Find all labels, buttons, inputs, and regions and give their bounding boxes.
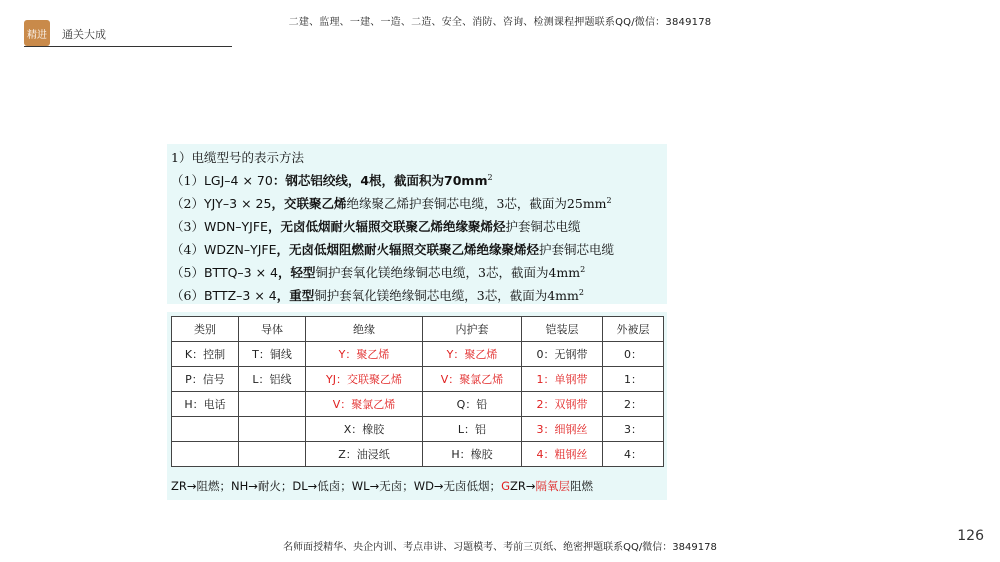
- superscript: 2: [487, 172, 493, 182]
- table-cell: 3：: [603, 417, 664, 442]
- model-code: LGJ–4 × 70: [203, 173, 273, 188]
- model-line-3: [171, 217, 580, 235]
- table-cell: V：聚氯乙烯: [423, 367, 522, 392]
- model-desc: 护套铜芯电缆: [505, 219, 581, 234]
- model-line-4: [171, 240, 614, 258]
- table-cell: K：控制: [172, 342, 239, 367]
- table-cell: Y：聚乙烯: [306, 342, 423, 367]
- model-desc: 绝缘聚乙烯护套铜芯电缆，3芯，截面为25mm: [346, 196, 607, 211]
- model-desc: 铜护套氧化镁绝缘铜芯电缆，3芯，截面为4mm: [315, 265, 581, 280]
- cable-model-panel: [167, 144, 667, 304]
- table-cell: 1：: [603, 367, 664, 392]
- model-line-5: [171, 263, 585, 281]
- table-row: [172, 417, 664, 442]
- note-text: ZR→阻燃；NH→耐火；DL→低卤；WL→无卤；WD→无卤低烟；: [171, 479, 502, 493]
- superscript: 2: [606, 195, 612, 205]
- table-cell: 3：细钢丝: [522, 417, 603, 442]
- table-cell: [172, 442, 239, 467]
- table-header: 导体: [239, 317, 306, 342]
- model-desc-bold: ，无卤低烟耐火辐照交联聚乙烯绝缘聚烯烃: [267, 219, 506, 234]
- table-row: [172, 442, 664, 467]
- table-cell: [239, 417, 306, 442]
- line-number: （1）: [171, 173, 204, 188]
- note-g: G: [501, 479, 510, 493]
- table-cell: L：铝: [423, 417, 522, 442]
- line-number: （2）: [171, 196, 204, 211]
- brand-title: 通关大成: [62, 28, 106, 41]
- note-highlight: 隔氧层: [535, 479, 570, 493]
- cable-code-table: [171, 316, 664, 467]
- model-desc: ：钢芯铝绞线，4根，截面积为70mm: [272, 173, 488, 188]
- model-line-2: [171, 194, 612, 212]
- note-text-end: 阻燃: [570, 479, 593, 493]
- line-number: （3）: [171, 219, 204, 234]
- section-title: 1）电缆型号的表示方法: [171, 150, 304, 165]
- superscript: 2: [578, 287, 584, 297]
- table-cell: 4：粗钢丝: [522, 442, 603, 467]
- slide-content: [167, 144, 667, 500]
- table-cell: Y：聚乙烯: [423, 342, 522, 367]
- model-line-1: [171, 171, 493, 189]
- table-cell: [239, 392, 306, 417]
- table-cell: Q：铅: [423, 392, 522, 417]
- table-cell: [239, 442, 306, 467]
- table-cell: Z：油浸纸: [306, 442, 423, 467]
- table-header: 类别: [172, 317, 239, 342]
- line-number: （4）: [171, 242, 204, 257]
- note-text-mid: ZR→: [509, 479, 536, 493]
- bottom-banner: 名师面授精华、央企内训、考点串讲、习题模考、考前三页纸、绝密押题联系QQ/微信：3849178: [283, 542, 717, 553]
- table-cell: 4：: [603, 442, 664, 467]
- page-number: 126: [957, 528, 984, 544]
- table-cell: 2：双钢带: [522, 392, 603, 417]
- table-cell: P：信号: [172, 367, 239, 392]
- line-number: （6）: [171, 288, 204, 303]
- table-cell: 2：: [603, 392, 664, 417]
- table-row: [172, 342, 664, 367]
- model-desc: 铜护套氧化镁绝缘铜芯电缆，3芯，截面为4mm: [314, 288, 579, 303]
- top-banner: 二建、监理、一建、一造、二造、安全、消防、咨询、检测课程押题联系QQ/微信：3849178: [288, 17, 712, 28]
- logo: 精进: [24, 20, 50, 46]
- model-code: BTTQ–3 × 4: [203, 265, 278, 280]
- model-code: YJY–3 × 25: [203, 196, 272, 211]
- model-desc-bold: ，轻型: [278, 265, 316, 280]
- table-cell: X：橡胶: [306, 417, 423, 442]
- model-desc-bold: ，无卤低烟阻燃耐火辐照交联聚乙烯绝缘聚烯烃: [276, 242, 540, 257]
- brand-underline: [24, 46, 232, 47]
- abbreviation-note: [171, 478, 593, 494]
- model-code: WDN–YJFE: [203, 219, 268, 234]
- model-desc-bold: ，交联聚乙烯: [271, 196, 347, 211]
- model-code: WDZN–YJFE: [203, 242, 277, 257]
- model-desc-bold: ，重型: [276, 288, 315, 303]
- table-cell: 0：无钢带: [522, 342, 603, 367]
- table-row: [172, 392, 664, 417]
- model-desc: 护套铜芯电缆: [539, 242, 615, 257]
- table-cell: 1：单钢带: [522, 367, 603, 392]
- line-number: （5）: [171, 265, 204, 280]
- table-cell: H：电话: [172, 392, 239, 417]
- table-cell: [172, 417, 239, 442]
- table-cell: V：聚氯乙烯: [306, 392, 423, 417]
- table-cell: L：铝线: [239, 367, 306, 392]
- superscript: 2: [580, 264, 586, 274]
- table-cell: 0：: [603, 342, 664, 367]
- model-line-6: [171, 286, 584, 304]
- table-header-row: [172, 317, 664, 342]
- table-header: 铠装层: [522, 317, 603, 342]
- table-row: [172, 367, 664, 392]
- table-header: 内护套: [423, 317, 522, 342]
- table-cell: T：铜线: [239, 342, 306, 367]
- table-cell: YJ：交联聚乙烯: [306, 367, 423, 392]
- table-header: 绝缘: [306, 317, 423, 342]
- table-header: 外被层: [603, 317, 664, 342]
- model-code: BTTZ–3 × 4: [203, 288, 277, 303]
- code-table-panel: [167, 312, 667, 500]
- table-cell: H：橡胶: [423, 442, 522, 467]
